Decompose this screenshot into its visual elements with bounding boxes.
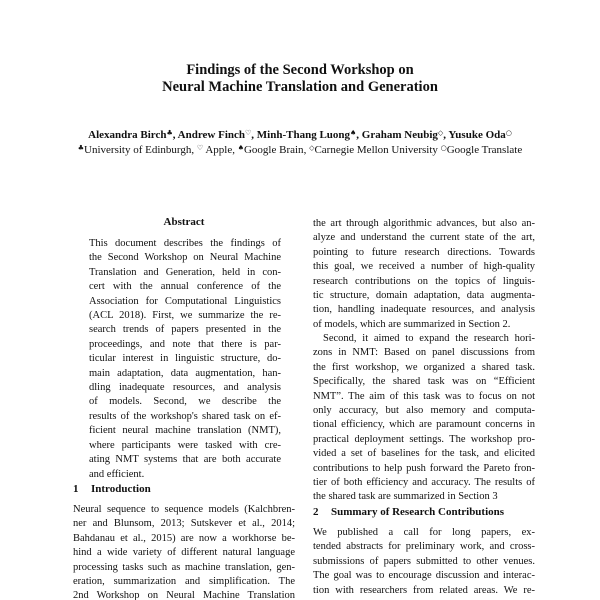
body-line: We published a call for long papers, ex- [313, 527, 535, 538]
body-line: submissions of papers submitted to other venues. [313, 555, 535, 567]
affiliation-mark: ♣ [77, 144, 85, 152]
author-name: Minh-Thang Luong [256, 129, 351, 141]
affiliation-separator: , [303, 144, 310, 156]
author-list [0, 126, 600, 142]
body-line: the first workshop, we organized a shared task. [313, 361, 535, 373]
section-title: Summary of Research Contributions [331, 506, 505, 518]
abstract-line: ating NMT systems that are both accurate [89, 454, 281, 466]
title-line: Neural Machine Translation and Generation [162, 79, 438, 95]
abstract-line: Association for Computational Linguistics [89, 295, 281, 307]
body-line: the art through algorithmic advances, but also an- [313, 218, 535, 229]
affiliation-name: Google Translate [446, 144, 523, 156]
body-line: Second, it aimed to expand the research hori- [323, 333, 535, 344]
research-contributions-body [313, 526, 535, 598]
section-heading-research-contributions [313, 505, 504, 519]
body-line: vided a set of baselines for the task, and elicited [313, 448, 535, 460]
paper-title [0, 62, 600, 96]
abstract-line: where participants were tasked with cre- [89, 439, 281, 451]
abstract-line: results of the workshop's shared task on ef- [89, 410, 281, 422]
abstract-line: ficient neural machine translation (NMT), [89, 425, 281, 437]
body-line: Specifically, the shared task was on “Efficient [313, 376, 535, 388]
author-separator: , [172, 129, 178, 141]
affiliation-separator: , [232, 144, 238, 156]
body-line: contributions to help push forward the Pareto fron- [313, 462, 535, 474]
affiliation-separator: , [191, 144, 197, 156]
abstract-line: the Second Workshop on Neural Machine [89, 252, 281, 264]
body-line: hind a wide variety of different natural language [73, 547, 295, 559]
affiliation-mark: ♠ [237, 144, 244, 152]
section-number: 1 [73, 483, 79, 495]
abstract-line: and efficient. [89, 468, 145, 480]
introduction-body [73, 503, 295, 600]
body-line: eration, summarization and simplification. The [73, 576, 295, 588]
author-separator: , [356, 129, 362, 141]
affiliation-mark: ○ [505, 129, 512, 137]
author-separator: , [443, 129, 449, 141]
abstract-line: of models. Second, we describe the [89, 396, 281, 408]
affiliation-name: Apple [203, 144, 233, 156]
affiliation-mark: ♠ [350, 129, 357, 137]
abstract-line: ticular interest in linguistic structure, do- [89, 353, 281, 365]
abstract-line: cert with the annual conference of the [89, 281, 281, 293]
affiliation-mark: ◇ [437, 129, 444, 137]
abstract-body [89, 237, 281, 482]
abstract-line: This document describes the findings of [89, 238, 281, 249]
body-line: tion, handling inadequate resources, and analysis [313, 304, 535, 316]
body-line: pointing to future research directions. Towards [313, 246, 535, 258]
body-line: 2nd Workshop on Neural Machine Translation [73, 590, 295, 600]
section-heading-introduction [73, 482, 151, 496]
abstract-heading: Abstract [163, 216, 205, 228]
abstract-line: search trends of papers presented in the [89, 324, 281, 336]
body-line: Bahdanau et al., 2015) are now a workhorse be- [73, 532, 295, 544]
author-separator: , [251, 129, 257, 141]
body-line: alyze and understand the current state of the art, [313, 232, 535, 244]
body-line: processing tasks such as machine translation, gen- [73, 561, 295, 573]
affiliation-mark: ○ [440, 144, 447, 152]
body-line: this goal, we received a number of high-quality [313, 261, 535, 273]
affiliation-mark: ♡ [245, 129, 252, 137]
body-line: NMT”. The aim of this task was to focus on not [313, 390, 535, 402]
abstract-line: proceedings, and note that there is par- [89, 338, 281, 350]
author-name: Graham Neubig [361, 129, 438, 141]
author-name: Yusuke Oda [448, 129, 506, 141]
affiliation-mark: ♣ [166, 129, 173, 137]
body-line: only accuracy, but also memory and computa- [313, 405, 535, 417]
affiliation-mark: ◇ [309, 144, 315, 152]
affiliation-mark: ♡ [196, 144, 204, 152]
abstract-line: Translation and Generation, held in con- [89, 266, 281, 278]
body-line: of models, which are summarized in Section 2. [313, 318, 511, 330]
section-number: 2 [313, 506, 319, 518]
body-line: tier of both efficiency and accuracy. The results of [313, 477, 535, 489]
body-line: The goal was to encourage discussion and interac- [313, 570, 535, 582]
abstract-line: (ACL 2018). First, we summarize the re- [89, 310, 281, 322]
introduction-continuation [313, 217, 535, 332]
affiliation-name: Carnegie Mellon University [314, 144, 441, 156]
body-line: tended abstracts for preliminary work, and cross- [313, 541, 535, 553]
affiliation-name: University of Edinburgh [84, 144, 192, 156]
abstract-line: dling inadequate resources, and analysis [89, 382, 281, 394]
abstract-line: main adaptation, data augmentation, han- [89, 367, 281, 379]
affiliation-name: Google Brain [243, 144, 304, 156]
body-line: tic structure, domain adaptation, data augmenta- [313, 290, 535, 302]
body-line: tional efficiency, which are paramount concerns in [313, 419, 535, 431]
body-line: ner and Blunsom, 2013; Sutskever et al., 2014; [73, 518, 295, 530]
author-name: Alexandra Birch [88, 129, 167, 141]
section-title: Introduction [91, 483, 151, 495]
affiliation-list [0, 141, 600, 157]
author-name: Andrew Finch [177, 129, 245, 141]
body-line: zons in NMT: Based on panel discussions from [313, 347, 535, 359]
body-line: practical deployment settings. The workshop pro- [313, 433, 535, 445]
shared-task-paragraph [313, 332, 535, 505]
body-line: Neural sequence to sequence models (Kalchbren- [73, 504, 295, 515]
title-line: Findings of the Second Workshop on [186, 62, 414, 78]
body-line: tion with researchers from related areas. We re- [313, 584, 535, 596]
body-line: the shared task are summarized in Section 3 [313, 491, 498, 503]
body-line: research contributions on the topics of linguis- [313, 275, 535, 287]
